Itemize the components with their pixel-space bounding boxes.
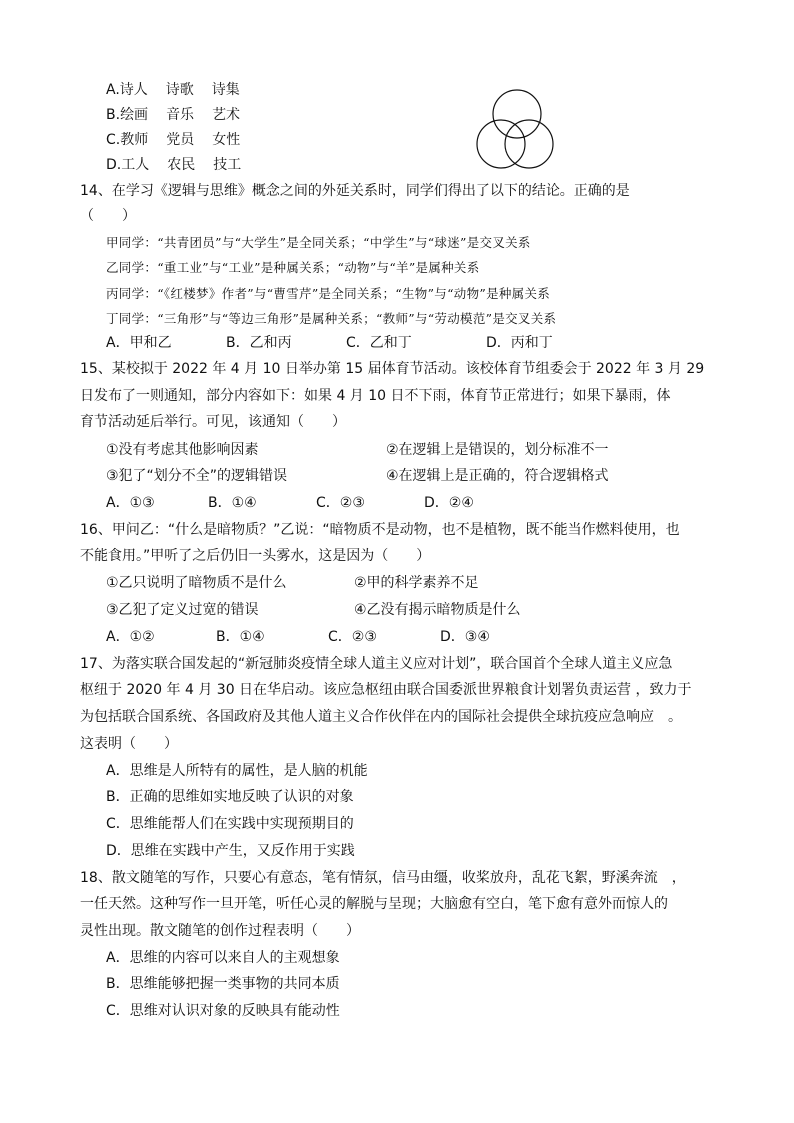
option-key: D. <box>106 157 122 173</box>
q16-item-2: ②甲的科学素养不足 <box>354 575 479 591</box>
option-word: 诗集 <box>211 82 240 98</box>
q17-choice-a: A．思维是人所特有的属性，是人脑的机能 <box>106 763 368 779</box>
q14-student-ding: 丁同学：“三角形”与“等边三角形”是属种关系；“教师”与“劳动模范”是交叉关系 <box>106 311 557 326</box>
q16-stem-2: 不能食用。”甲听了之后仍旧一头雾水，这是因为（ ） <box>80 548 431 564</box>
q14-student-yi: 乙同学：“重工业”与“工业”是种属关系；“动物”与“羊”是属种关系 <box>106 260 480 275</box>
option-word: 女性 <box>212 132 241 148</box>
q16-choice-d: D．③④ <box>440 629 490 645</box>
q17-stem-2: 枢纽于 2020 年 4 月 30 日在华启动。该应急枢纽由联合国委派世界粮食计划署负责运营 ，致力于 <box>80 682 692 698</box>
venn-circle-right <box>505 120 553 168</box>
q17-choice-d: D．思维在实践中产生，又反作用于实践 <box>106 843 355 859</box>
option-word: 音乐 <box>166 107 195 123</box>
option-word: 艺术 <box>212 107 241 123</box>
option-word: 绘画 <box>120 107 149 123</box>
q14-student-jia: 甲同学：“共青团员”与“大学生”是全同关系；“中学生”与“球迷”是交叉关系 <box>106 235 531 250</box>
option-word: 诗歌 <box>165 82 194 98</box>
option-word: 党员 <box>166 132 195 148</box>
q16-item-1: ①乙只说明了暗物质不是什么 <box>106 575 287 591</box>
q15-choice-c: C．②③ <box>316 495 365 511</box>
q15-item-2: ②在逻辑上是错误的，划分标准不一 <box>386 442 609 458</box>
q16-item-4: ④乙没有揭示暗物质是什么 <box>354 602 521 618</box>
q17-stem-3: 为包括联合国系统、各国政府及其他人道主义合作伙伴在内的国际社会提供全球抗疫应急响应 。 <box>80 709 682 725</box>
q17-stem-4: 这表明（ ） <box>80 736 178 752</box>
option-key: C. <box>106 132 121 148</box>
option-key: B. <box>106 107 121 123</box>
q17-choice-b: B．正确的思维如实地反映了认识的对象 <box>106 789 354 805</box>
q13-option-a <box>106 80 240 100</box>
option-word: 工人 <box>121 157 150 173</box>
q13-option-c <box>106 130 240 150</box>
venn-circle-top <box>493 90 541 138</box>
q18-stem-3: 灵性出现。散文随笔的创作过程表明（ ） <box>80 923 360 939</box>
venn-circle-left <box>477 120 525 168</box>
q17-stem-1: 17、为落实联合国发起的“新冠肺炎疫情全球人道主义应对计划”，联合国首个全球人道主义应急 <box>80 656 673 672</box>
option-word: 教师 <box>120 132 149 148</box>
q15-item-4: ④在逻辑上是正确的，符合逻辑格式 <box>386 468 609 484</box>
venn-diagram-three-circles <box>470 88 564 174</box>
q13-option-b <box>106 105 240 125</box>
q14-stem-paren: （ ） <box>80 208 136 224</box>
q18-choice-c: C．思维对认识对象的反映具有能动性 <box>106 1003 340 1019</box>
q15-stem-3: 育节活动延后举行。可见，该通知（ ） <box>80 414 346 430</box>
option-word: 技工 <box>213 157 242 173</box>
q15-item-1: ①没有考虑其他影响因素 <box>106 442 259 458</box>
q14-stem: 14、在学习《逻辑与思维》概念之间的外延关系时，同学们得出了以下的结论。正确的是 <box>80 183 630 199</box>
q14-choice-b: B．乙和丙 <box>226 335 292 351</box>
q18-choice-b: B．思维能够把握一类事物的共同本质 <box>106 976 340 992</box>
q17-choice-c: C．思维能帮人们在实践中实现预期目的 <box>106 816 354 832</box>
q14-choice-d: D．丙和丁 <box>486 335 553 351</box>
q18-choice-a: A．思维的内容可以来自人的主观想象 <box>106 950 340 966</box>
q14-choice-a: A．甲和乙 <box>106 335 172 351</box>
option-word: 诗人 <box>119 82 148 98</box>
q16-item-3: ③乙犯了定义过宽的错误 <box>106 602 259 618</box>
q15-choice-d: D．②④ <box>424 495 474 511</box>
q18-stem-1: 18、散文随笔的写作，只要心有意态，笔有情氛，信马由缰，收桨放舟，乱花飞絮，野溪奔流 ， <box>80 870 686 886</box>
q16-choice-b: B．①④ <box>216 629 265 645</box>
q16-stem-1: 16、甲问乙：“什么是暗物质？”乙说：“暗物质不是动物，也不是植物，既不能当作燃料使用，也 <box>80 522 680 538</box>
q15-stem-1: 15、某校拟于 2022 年 4 月 10 日举办第 15 届体育节活动。该校体育节组委会于 2022 年 3 月 29 <box>80 361 705 377</box>
q14-student-bing: 丙同学：“《红楼梦》作者”与“曹雪芹”是全同关系；“生物”与“动物”是种属关系 <box>106 286 551 301</box>
q15-choice-b: B．①④ <box>208 495 257 511</box>
q14-choice-c: C．乙和丁 <box>346 335 412 351</box>
q16-choice-c: C．②③ <box>328 629 377 645</box>
option-key: A. <box>106 82 120 98</box>
q15-stem-2: 日发布了一则通知，部分内容如下：如果 4 月 10 日不下雨，体育节正常进行；如果下暴雨，体 <box>80 388 671 404</box>
q13-option-d <box>106 155 241 175</box>
q16-choice-a: A．①② <box>106 629 155 645</box>
q18-stem-2: 一任天然。这种写作一旦开笔，听任心灵的解脱与呈现；大脑愈有空白，笔下愈有意外而惊人的 <box>80 896 668 912</box>
q15-item-3: ③犯了“划分不全”的逻辑错误 <box>106 468 288 484</box>
option-word: 农民 <box>167 157 196 173</box>
q15-choice-a: A．①③ <box>106 495 155 511</box>
